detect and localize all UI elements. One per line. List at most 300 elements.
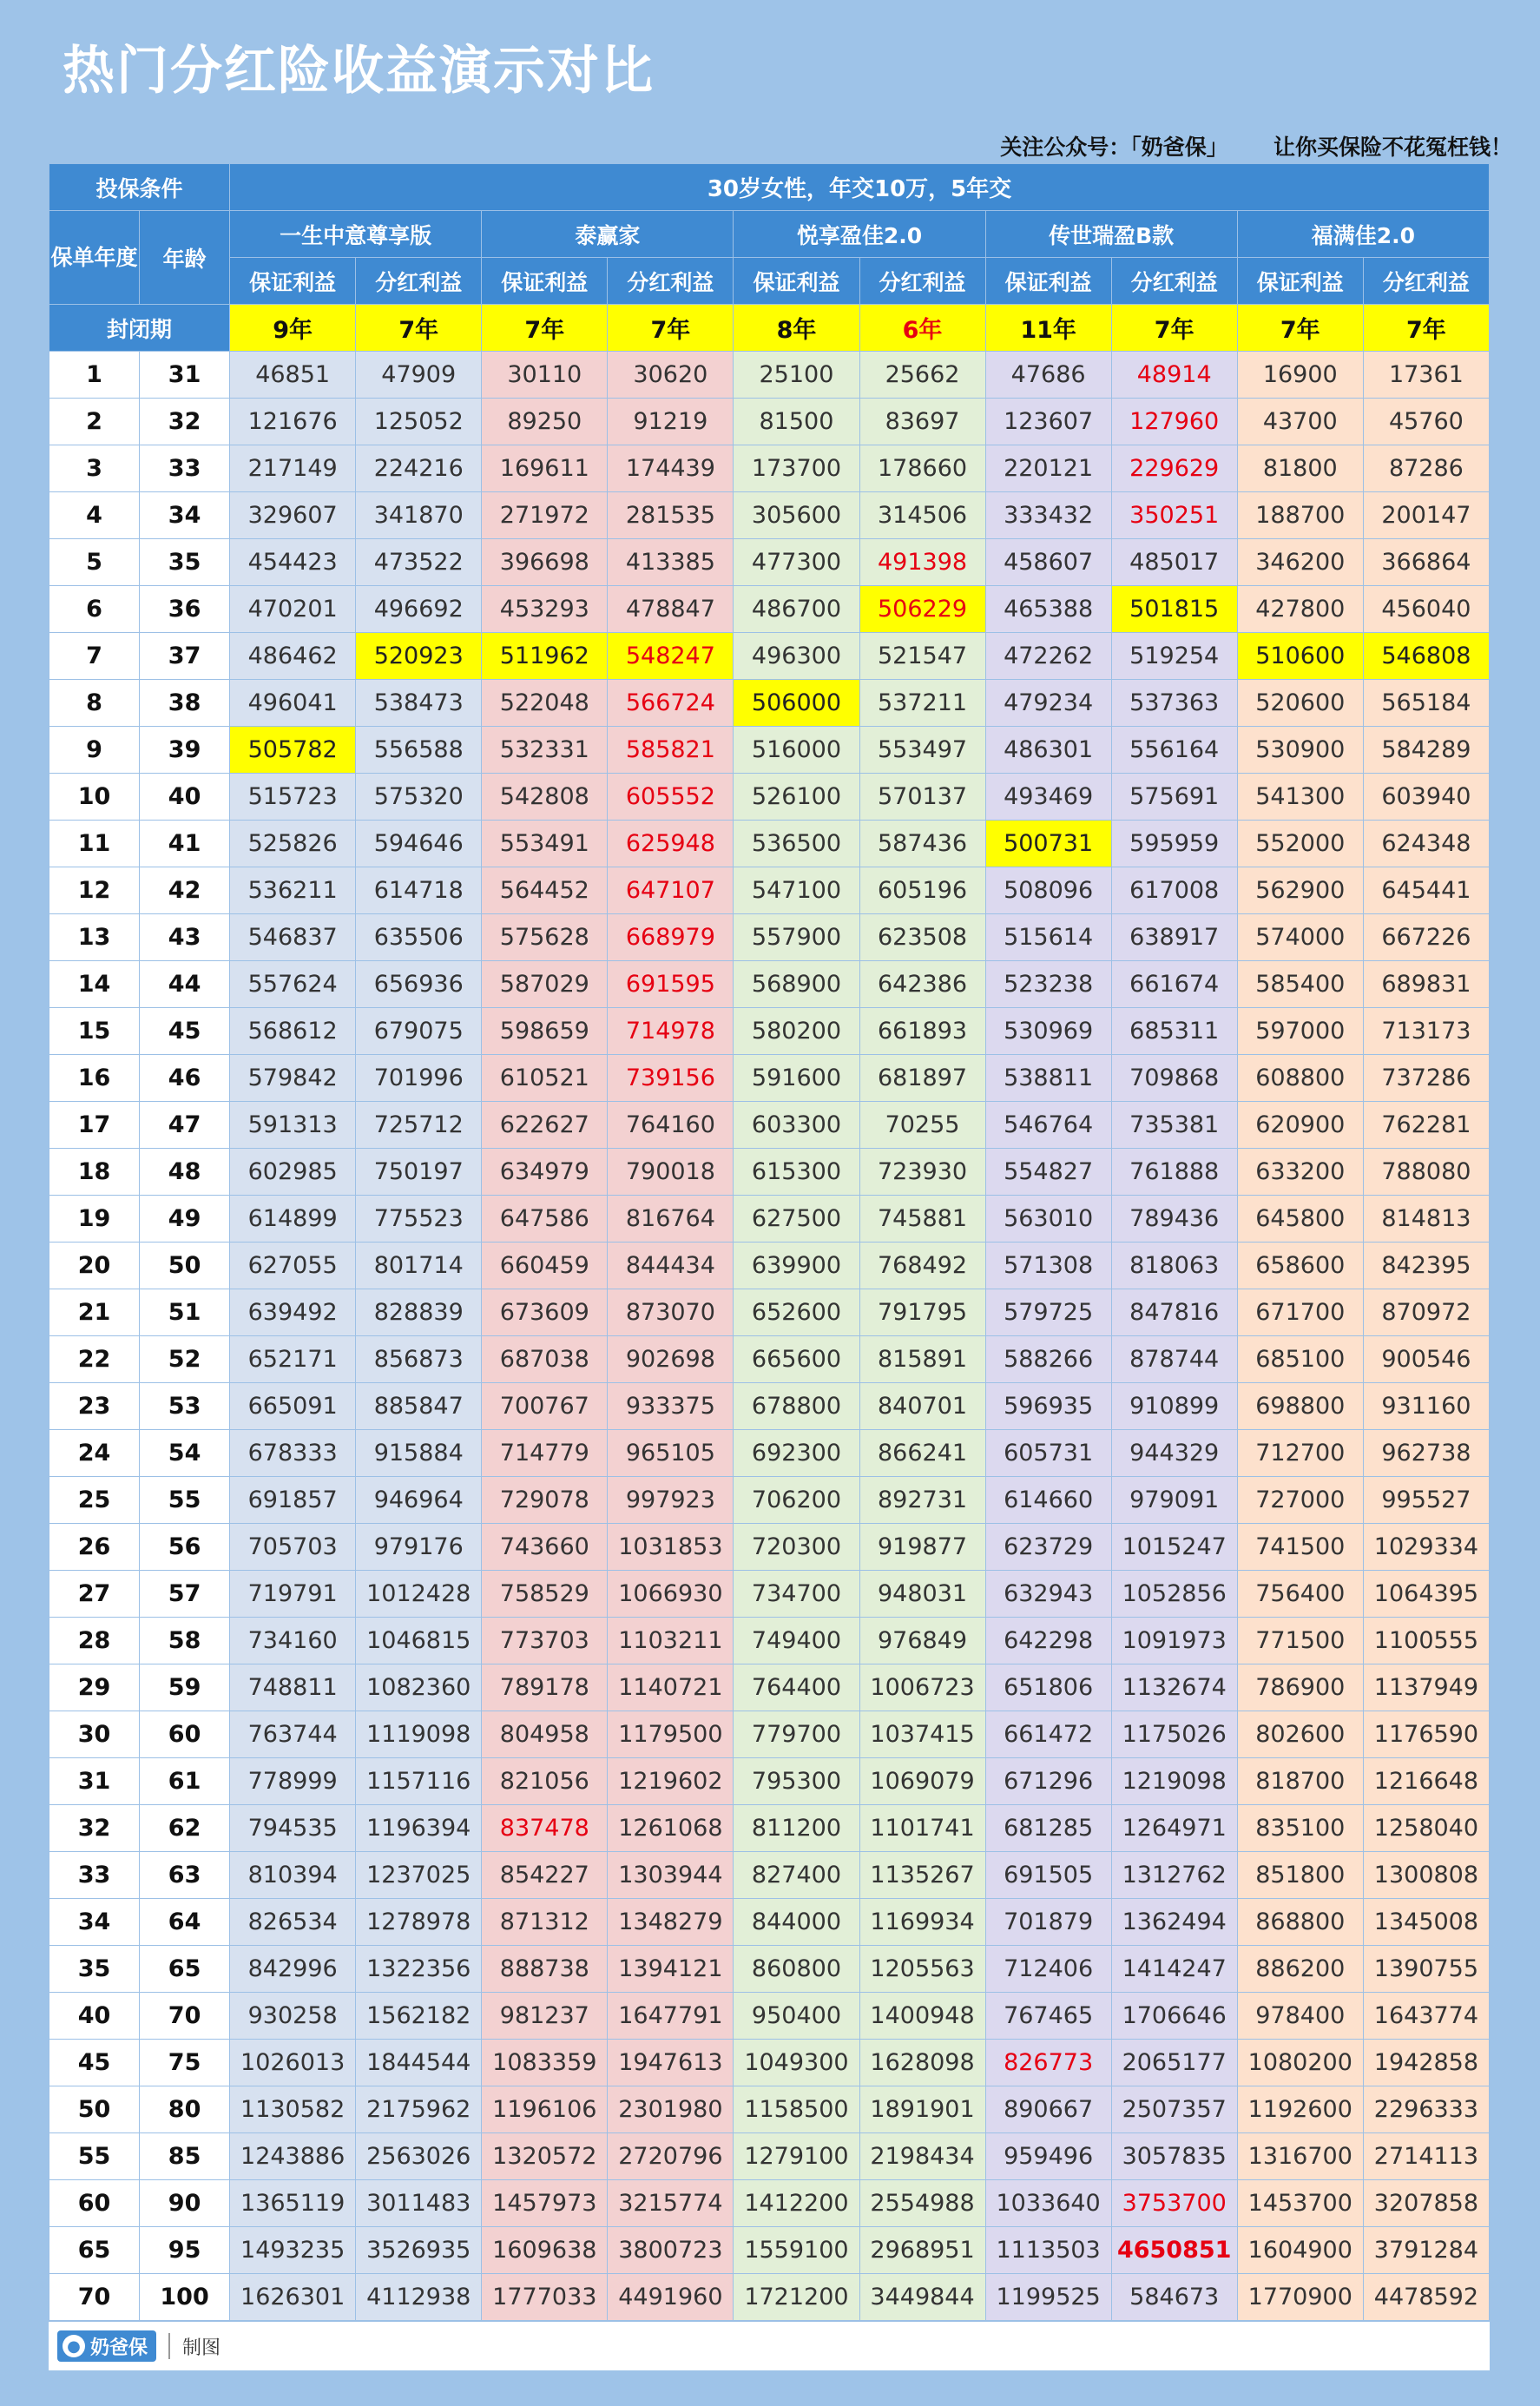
- dividend-value-cell: 587436: [859, 821, 985, 867]
- dividend-value-cell: 1414247: [1111, 1946, 1237, 1993]
- guaranteed-value-cell: 720300: [734, 1524, 859, 1571]
- guaranteed-value-cell: 515614: [985, 914, 1111, 961]
- guaranteed-value-cell: 729078: [482, 1477, 608, 1524]
- guaranteed-value-cell: 826773: [985, 2040, 1111, 2086]
- dividend-value-cell: 83697: [859, 399, 985, 445]
- dividend-value-cell: 638917: [1111, 914, 1237, 961]
- guaranteed-value-cell: 614899: [230, 1196, 356, 1243]
- policy-year-cell: 35: [49, 1946, 140, 1993]
- dividend-value-cell: 979091: [1111, 1477, 1237, 1524]
- dividend-value-cell: 691595: [608, 961, 734, 1008]
- age-cell: 43: [140, 914, 230, 961]
- guaranteed-value-cell: 546837: [230, 914, 356, 961]
- dividend-value-cell: 570137: [859, 774, 985, 821]
- age-cell: 61: [140, 1758, 230, 1805]
- dividend-value-cell: 594646: [356, 821, 482, 867]
- policy-year-cell: 18: [49, 1149, 140, 1196]
- dividend-value-cell: 506229: [859, 586, 985, 633]
- guaranteed-value-cell: 1777033: [482, 2274, 608, 2321]
- guaranteed-value-cell: 81500: [734, 399, 859, 445]
- table-row: [49, 1852, 1490, 1899]
- dividend-value-cell: 1942858: [1363, 2040, 1489, 2086]
- dividend-value-cell: 775523: [356, 1196, 482, 1243]
- dividend-value-cell: 976849: [859, 1618, 985, 1664]
- guaranteed-value-cell: 536211: [230, 867, 356, 914]
- guaranteed-value-cell: 458607: [985, 539, 1111, 586]
- dividend-value-cell: 1643774: [1363, 1993, 1489, 2040]
- dividend-value-cell: 1264971: [1111, 1805, 1237, 1852]
- guaranteed-value-cell: 1196106: [482, 2086, 608, 2133]
- guaranteed-value-cell: 795300: [734, 1758, 859, 1805]
- dividend-value-cell: 902698: [608, 1336, 734, 1383]
- dividend-value-cell: 635506: [356, 914, 482, 961]
- guaranteed-value-cell: 837478: [482, 1805, 608, 1852]
- dividend-value-cell: 847816: [1111, 1289, 1237, 1336]
- dividend-value-cell: 667226: [1363, 914, 1489, 961]
- age-cell: 60: [140, 1711, 230, 1758]
- dividend-value-cell: 617008: [1111, 867, 1237, 914]
- guaranteed-value-cell: 587029: [482, 961, 608, 1008]
- guaranteed-value-cell: 700767: [482, 1383, 608, 1430]
- dividend-value-cell: 685311: [1111, 1008, 1237, 1055]
- guaranteed-value-cell: 779700: [734, 1711, 859, 1758]
- guaranteed-value-cell: 479234: [985, 680, 1111, 727]
- dividend-value-cell: 931160: [1363, 1383, 1489, 1430]
- table-row: [49, 2274, 1490, 2321]
- guaranteed-value-cell: 888738: [482, 1946, 608, 1993]
- dividend-value-cell: 538473: [356, 680, 482, 727]
- guaranteed-value-cell: 645800: [1237, 1196, 1363, 1243]
- guaranteed-value-cell: 46851: [230, 352, 356, 399]
- policy-year-cell: 10: [49, 774, 140, 821]
- table-row: [49, 2133, 1490, 2180]
- table-row: [49, 1477, 1490, 1524]
- dividend-value-cell: 3800723: [608, 2227, 734, 2274]
- guaranteed-value-cell: 652171: [230, 1336, 356, 1383]
- guaranteed-value-cell: 705703: [230, 1524, 356, 1571]
- guaranteed-value-cell: 854227: [482, 1852, 608, 1899]
- guaranteed-value-cell: 685100: [1237, 1336, 1363, 1383]
- guaranteed-value-cell: 1626301: [230, 2274, 356, 2321]
- policy-year-cell: 70: [49, 2274, 140, 2321]
- age-cell: 34: [140, 492, 230, 539]
- guaranteed-value-cell: 1199525: [985, 2274, 1111, 2321]
- dividend-value-cell: 892731: [859, 1477, 985, 1524]
- dividend-value-cell: 870972: [1363, 1289, 1489, 1336]
- dividend-value-cell: 2714113: [1363, 2133, 1489, 2180]
- guaranteed-benefit-header: 保证利益: [230, 258, 356, 305]
- dividend-value-cell: 566724: [608, 680, 734, 727]
- dividend-value-cell: 45760: [1363, 399, 1489, 445]
- guaranteed-value-cell: 588266: [985, 1336, 1111, 1383]
- guaranteed-value-cell: 844000: [734, 1899, 859, 1946]
- age-cell: 33: [140, 445, 230, 492]
- age-cell: 57: [140, 1571, 230, 1618]
- table-row: [49, 1102, 1490, 1149]
- guaranteed-value-cell: 554827: [985, 1149, 1111, 1196]
- policy-year-cell: 17: [49, 1102, 140, 1149]
- dividend-value-cell: 2968951: [859, 2227, 985, 2274]
- dividend-value-cell: 818063: [1111, 1243, 1237, 1289]
- dividend-insurance-comparison-table: [49, 163, 1490, 2321]
- age-cell: 35: [140, 539, 230, 586]
- table-row: [49, 1289, 1490, 1336]
- dividend-value-cell: 1176590: [1363, 1711, 1489, 1758]
- logo-text: 奶爸保: [90, 2337, 148, 2359]
- dividend-value-cell: 546808: [1363, 633, 1489, 680]
- guaranteed-value-cell: 860800: [734, 1946, 859, 1993]
- policy-year-cell: 22: [49, 1336, 140, 1383]
- age-cell: 95: [140, 2227, 230, 2274]
- guaranteed-value-cell: 741500: [1237, 1524, 1363, 1571]
- dividend-value-cell: 1216648: [1363, 1758, 1489, 1805]
- table-row: [49, 1993, 1490, 2040]
- dividend-value-cell: 413385: [608, 539, 734, 586]
- dividend-value-cell: 681897: [859, 1055, 985, 1102]
- policy-year-cell: 16: [49, 1055, 140, 1102]
- guaranteed-value-cell: 835100: [1237, 1805, 1363, 1852]
- age-cell: 85: [140, 2133, 230, 2180]
- guaranteed-value-cell: 658600: [1237, 1243, 1363, 1289]
- dividend-value-cell: 473522: [356, 539, 482, 586]
- age-cell: 31: [140, 352, 230, 399]
- guaranteed-value-cell: 665091: [230, 1383, 356, 1430]
- age-cell: 48: [140, 1149, 230, 1196]
- dividend-value-cell: 1157116: [356, 1758, 482, 1805]
- age-cell: 47: [140, 1102, 230, 1149]
- age-cell: 65: [140, 1946, 230, 1993]
- dividend-value-cell: 1196394: [356, 1805, 482, 1852]
- dividend-value-cell: 456040: [1363, 586, 1489, 633]
- age-cell: 75: [140, 2040, 230, 2086]
- dividend-value-cell: 1137949: [1363, 1664, 1489, 1711]
- dividend-value-cell: 224216: [356, 445, 482, 492]
- guaranteed-value-cell: 1316700: [1237, 2133, 1363, 2180]
- dividend-value-cell: 1706646: [1111, 1993, 1237, 2040]
- dividend-value-cell: 575691: [1111, 774, 1237, 821]
- guaranteed-value-cell: 692300: [734, 1430, 859, 1477]
- dividend-value-cell: 944329: [1111, 1430, 1237, 1477]
- guaranteed-value-cell: 89250: [482, 399, 608, 445]
- dividend-value-cell: 624348: [1363, 821, 1489, 867]
- dividend-value-cell: 485017: [1111, 539, 1237, 586]
- dividend-value-cell: 919877: [859, 1524, 985, 1571]
- guaranteed-value-cell: 698800: [1237, 1383, 1363, 1430]
- guaranteed-value-cell: 220121: [985, 445, 1111, 492]
- guaranteed-benefit-header: 保证利益: [1237, 258, 1363, 305]
- dividend-value-cell: 3215774: [608, 2180, 734, 2227]
- table-row: [49, 1383, 1490, 1430]
- dividend-value-cell: 1300808: [1363, 1852, 1489, 1899]
- policy-year-cell: 28: [49, 1618, 140, 1664]
- table-row: [49, 1430, 1490, 1477]
- dividend-value-cell: 3791284: [1363, 2227, 1489, 2274]
- table-row: [49, 539, 1490, 586]
- dividend-value-cell: 962738: [1363, 1430, 1489, 1477]
- age-cell: 52: [140, 1336, 230, 1383]
- lock-period-cell: 9年: [230, 305, 356, 352]
- table-row: [49, 1336, 1490, 1383]
- dividend-value-cell: 1012428: [356, 1571, 482, 1618]
- dividend-value-cell: 745881: [859, 1196, 985, 1243]
- dividend-value-cell: 4491960: [608, 2274, 734, 2321]
- table-row: [49, 1711, 1490, 1758]
- guaranteed-value-cell: 671700: [1237, 1289, 1363, 1336]
- guaranteed-value-cell: 789178: [482, 1664, 608, 1711]
- guaranteed-value-cell: 633200: [1237, 1149, 1363, 1196]
- dividend-value-cell: 1082360: [356, 1664, 482, 1711]
- guaranteed-value-cell: 47686: [985, 352, 1111, 399]
- policy-year-cell: 14: [49, 961, 140, 1008]
- guaranteed-value-cell: 557900: [734, 914, 859, 961]
- dividend-value-cell: 866241: [859, 1430, 985, 1477]
- guaranteed-value-cell: 596935: [985, 1383, 1111, 1430]
- dividend-value-cell: 1219602: [608, 1758, 734, 1805]
- dividend-value-cell: 642386: [859, 961, 985, 1008]
- guaranteed-value-cell: 500731: [985, 821, 1111, 867]
- dividend-value-cell: 556164: [1111, 727, 1237, 774]
- comparison-table-frame: [49, 163, 1490, 2370]
- guaranteed-value-cell: 687038: [482, 1336, 608, 1383]
- dividend-value-cell: 764160: [608, 1102, 734, 1149]
- dividend-value-cell: 30620: [608, 352, 734, 399]
- guaranteed-value-cell: 1049300: [734, 2040, 859, 2086]
- guaranteed-value-cell: 16900: [1237, 352, 1363, 399]
- age-cell: 36: [140, 586, 230, 633]
- dividend-value-cell: 1261068: [608, 1805, 734, 1852]
- dividend-value-cell: 842395: [1363, 1243, 1489, 1289]
- guaranteed-value-cell: 553491: [482, 821, 608, 867]
- guaranteed-value-cell: 173700: [734, 445, 859, 492]
- guaranteed-value-cell: 1721200: [734, 2274, 859, 2321]
- policy-year-cell: 21: [49, 1289, 140, 1336]
- guaranteed-value-cell: 81800: [1237, 445, 1363, 492]
- guaranteed-value-cell: 748811: [230, 1664, 356, 1711]
- guaranteed-value-cell: 826534: [230, 1899, 356, 1946]
- made-by-text: 制图: [182, 2337, 221, 2359]
- baby-logo-icon: ●: [63, 2335, 85, 2357]
- guaranteed-value-cell: 734700: [734, 1571, 859, 1618]
- dividend-value-cell: 965105: [608, 1430, 734, 1477]
- dividend-value-cell: 521547: [859, 633, 985, 680]
- dividend-value-cell: 1119098: [356, 1711, 482, 1758]
- guaranteed-value-cell: 660459: [482, 1243, 608, 1289]
- footer: [49, 2321, 1490, 2370]
- guaranteed-value-cell: 727000: [1237, 1477, 1363, 1524]
- policy-year-cell: 7: [49, 633, 140, 680]
- guaranteed-value-cell: 579725: [985, 1289, 1111, 1336]
- dividend-value-cell: 3449844: [859, 2274, 985, 2321]
- dividend-value-cell: 762281: [1363, 1102, 1489, 1149]
- dividend-benefit-header: 分红利益: [859, 258, 985, 305]
- guaranteed-value-cell: 546764: [985, 1102, 1111, 1149]
- policy-year-cell: 24: [49, 1430, 140, 1477]
- dividend-value-cell: 1052856: [1111, 1571, 1237, 1618]
- dividend-value-cell: 1345008: [1363, 1899, 1489, 1946]
- dividend-value-cell: 229629: [1111, 445, 1237, 492]
- dividend-value-cell: 1135267: [859, 1852, 985, 1899]
- guaranteed-value-cell: 597000: [1237, 1008, 1363, 1055]
- dividend-value-cell: 689831: [1363, 961, 1489, 1008]
- policy-year-cell: 34: [49, 1899, 140, 1946]
- dividend-value-cell: 314506: [859, 492, 985, 539]
- dividend-value-cell: 3753700: [1111, 2180, 1237, 2227]
- guaranteed-value-cell: 493469: [985, 774, 1111, 821]
- guaranteed-value-cell: 981237: [482, 1993, 608, 2040]
- dividend-value-cell: 4650851: [1111, 2227, 1237, 2274]
- policy-year-cell: 40: [49, 1993, 140, 2040]
- dividend-value-cell: 70255: [859, 1102, 985, 1149]
- guaranteed-value-cell: 598659: [482, 1008, 608, 1055]
- dividend-value-cell: 788080: [1363, 1149, 1489, 1196]
- guaranteed-value-cell: 691505: [985, 1852, 1111, 1899]
- dividend-value-cell: 1258040: [1363, 1805, 1489, 1852]
- guaranteed-value-cell: 959496: [985, 2133, 1111, 2180]
- dividend-value-cell: 768492: [859, 1243, 985, 1289]
- dividend-value-cell: 1029334: [1363, 1524, 1489, 1571]
- guaranteed-value-cell: 557624: [230, 961, 356, 1008]
- guaranteed-value-cell: 486462: [230, 633, 356, 680]
- guaranteed-value-cell: 333432: [985, 492, 1111, 539]
- dividend-value-cell: 3207858: [1363, 2180, 1489, 2227]
- guaranteed-value-cell: 505782: [230, 727, 356, 774]
- guaranteed-value-cell: 530900: [1237, 727, 1363, 774]
- table-row: [49, 445, 1490, 492]
- dividend-value-cell: 4478592: [1363, 2274, 1489, 2321]
- guaranteed-value-cell: 605731: [985, 1430, 1111, 1477]
- dividend-value-cell: 1103211: [608, 1618, 734, 1664]
- guaranteed-value-cell: 851800: [1237, 1852, 1363, 1899]
- table-row: [49, 1196, 1490, 1243]
- policy-year-cell: 27: [49, 1571, 140, 1618]
- guaranteed-value-cell: 763744: [230, 1711, 356, 1758]
- guaranteed-value-cell: 930258: [230, 1993, 356, 2040]
- guaranteed-value-cell: 811200: [734, 1805, 859, 1852]
- guaranteed-value-cell: 871312: [482, 1899, 608, 1946]
- guaranteed-value-cell: 515723: [230, 774, 356, 821]
- dividend-value-cell: 520923: [356, 633, 482, 680]
- dividend-value-cell: 25662: [859, 352, 985, 399]
- table-row: [49, 352, 1490, 399]
- age-cell: 50: [140, 1243, 230, 1289]
- dividend-value-cell: 625948: [608, 821, 734, 867]
- dividend-value-cell: 519254: [1111, 633, 1237, 680]
- age-cell: 37: [140, 633, 230, 680]
- age-cell: 54: [140, 1430, 230, 1477]
- guaranteed-value-cell: 532331: [482, 727, 608, 774]
- age-cell: 46: [140, 1055, 230, 1102]
- policy-year-cell: 4: [49, 492, 140, 539]
- table-row: [49, 1149, 1490, 1196]
- guaranteed-value-cell: 622627: [482, 1102, 608, 1149]
- guaranteed-value-cell: 1604900: [1237, 2227, 1363, 2274]
- guaranteed-value-cell: 639900: [734, 1243, 859, 1289]
- guaranteed-value-cell: 591313: [230, 1102, 356, 1149]
- subtitle-follow-text: 关注公众号：「奶爸保」 让你买保险不花冤枉钱！: [1000, 135, 1512, 160]
- guaranteed-value-cell: 615300: [734, 1149, 859, 1196]
- dividend-value-cell: 2065177: [1111, 2040, 1237, 2086]
- dividend-value-cell: 1015247: [1111, 1524, 1237, 1571]
- guaranteed-value-cell: 756400: [1237, 1571, 1363, 1618]
- policy-year-cell: 20: [49, 1243, 140, 1289]
- guaranteed-value-cell: 188700: [1237, 492, 1363, 539]
- policy-year-cell: 11: [49, 821, 140, 867]
- guaranteed-value-cell: 1033640: [985, 2180, 1111, 2227]
- guaranteed-value-cell: 978400: [1237, 1993, 1363, 2040]
- age-cell: 100: [140, 2274, 230, 2321]
- dividend-value-cell: 790018: [608, 1149, 734, 1196]
- guaranteed-value-cell: 329607: [230, 492, 356, 539]
- dividend-value-cell: 701996: [356, 1055, 482, 1102]
- dividend-value-cell: 1037415: [859, 1711, 985, 1758]
- age-cell: 49: [140, 1196, 230, 1243]
- age-cell: 38: [140, 680, 230, 727]
- table-row: [49, 2180, 1490, 2227]
- table-row: [49, 1008, 1490, 1055]
- guaranteed-value-cell: 1453700: [1237, 2180, 1363, 2227]
- table-row: [49, 1805, 1490, 1852]
- guaranteed-value-cell: 1080200: [1237, 2040, 1363, 2086]
- guaranteed-value-cell: 602985: [230, 1149, 356, 1196]
- age-cell: 56: [140, 1524, 230, 1571]
- guaranteed-value-cell: 508096: [985, 867, 1111, 914]
- guaranteed-value-cell: 470201: [230, 586, 356, 633]
- lock-period-cell: 7年: [1237, 305, 1363, 352]
- guaranteed-value-cell: 217149: [230, 445, 356, 492]
- dividend-value-cell: 840701: [859, 1383, 985, 1430]
- guaranteed-value-cell: 1609638: [482, 2227, 608, 2274]
- guaranteed-value-cell: 691857: [230, 1477, 356, 1524]
- guaranteed-value-cell: 43700: [1237, 399, 1363, 445]
- guaranteed-value-cell: 614660: [985, 1477, 1111, 1524]
- guaranteed-value-cell: 671296: [985, 1758, 1111, 1805]
- policy-year-header: 保单年度: [49, 211, 140, 305]
- guaranteed-value-cell: 453293: [482, 586, 608, 633]
- age-cell: 90: [140, 2180, 230, 2227]
- dividend-value-cell: 1628098: [859, 2040, 985, 2086]
- policy-year-cell: 12: [49, 867, 140, 914]
- guaranteed-value-cell: 647586: [482, 1196, 608, 1243]
- guaranteed-value-cell: 121676: [230, 399, 356, 445]
- dividend-value-cell: 2554988: [859, 2180, 985, 2227]
- lock-period-cell: 7年: [482, 305, 608, 352]
- guaranteed-value-cell: 623729: [985, 1524, 1111, 1571]
- dividend-value-cell: 575320: [356, 774, 482, 821]
- dividend-value-cell: 605552: [608, 774, 734, 821]
- dividend-value-cell: 595959: [1111, 821, 1237, 867]
- dividend-value-cell: 17361: [1363, 352, 1489, 399]
- guaranteed-value-cell: 1412200: [734, 2180, 859, 2227]
- dividend-value-cell: 350251: [1111, 492, 1237, 539]
- dividend-value-cell: 1046815: [356, 1618, 482, 1664]
- dividend-value-cell: 873070: [608, 1289, 734, 1336]
- dividend-value-cell: 979176: [356, 1524, 482, 1571]
- policy-year-cell: 65: [49, 2227, 140, 2274]
- dividend-value-cell: 828839: [356, 1289, 482, 1336]
- dividend-value-cell: 537211: [859, 680, 985, 727]
- table-row: [49, 961, 1490, 1008]
- guaranteed-value-cell: 786900: [1237, 1664, 1363, 1711]
- policy-year-cell: 32: [49, 1805, 140, 1852]
- dividend-value-cell: 2507357: [1111, 2086, 1237, 2133]
- policy-year-cell: 1: [49, 352, 140, 399]
- guaranteed-value-cell: 552000: [1237, 821, 1363, 867]
- policy-year-cell: 23: [49, 1383, 140, 1430]
- dividend-value-cell: 814813: [1363, 1196, 1489, 1243]
- dividend-value-cell: 1844544: [356, 2040, 482, 2086]
- guaranteed-value-cell: 568900: [734, 961, 859, 1008]
- guaranteed-value-cell: 764400: [734, 1664, 859, 1711]
